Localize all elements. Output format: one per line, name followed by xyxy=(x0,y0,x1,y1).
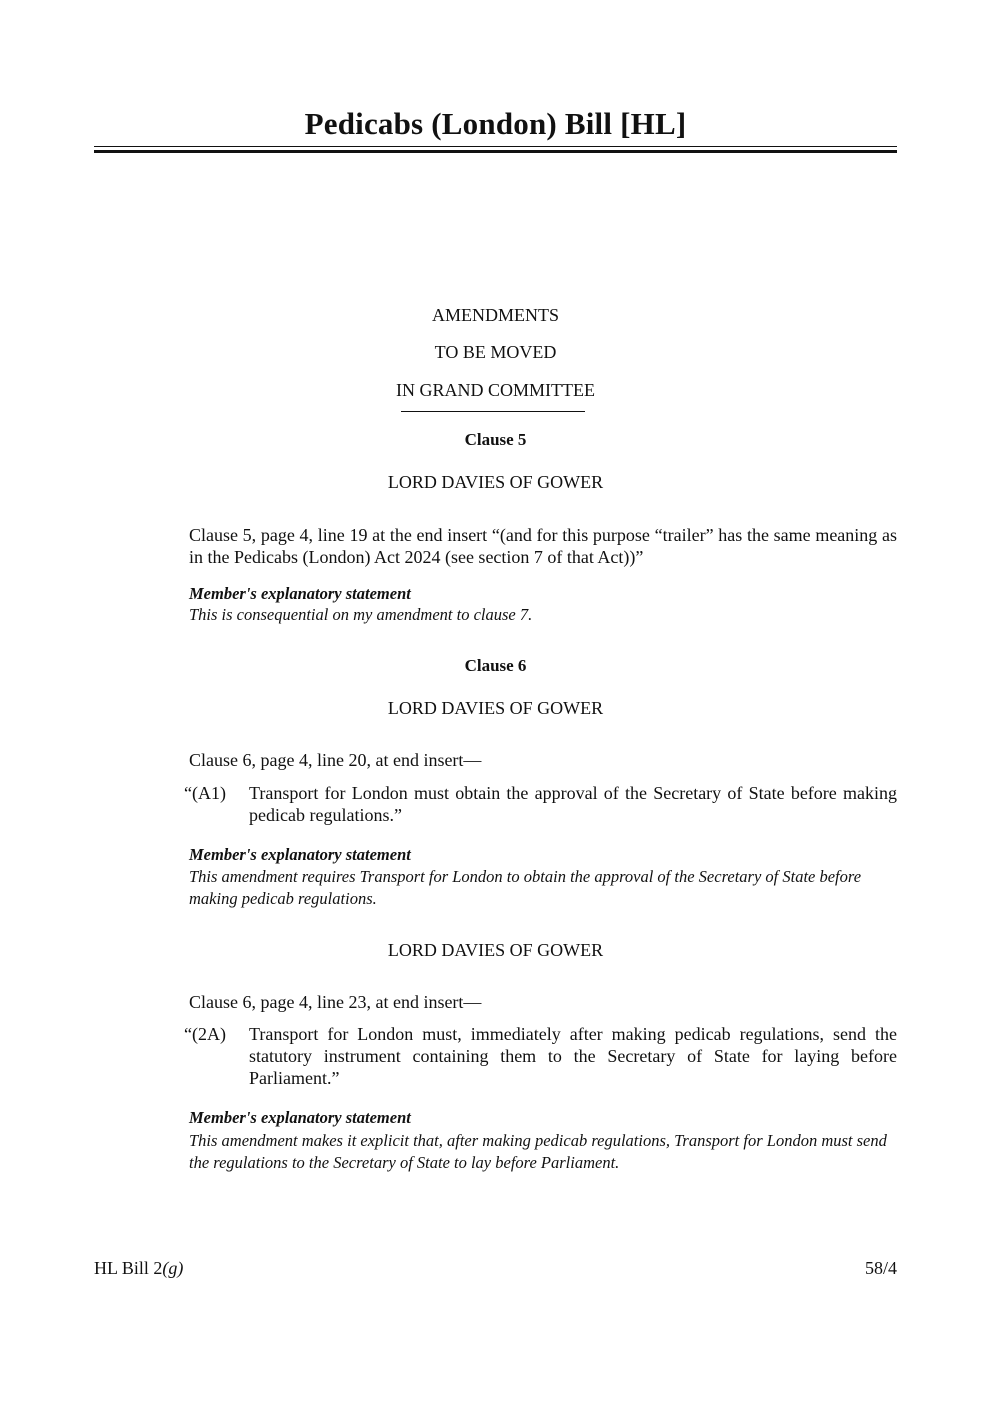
amendment-text: Clause 6, page 4, line 20, at end insert— xyxy=(189,750,482,770)
heading-line-1: AMENDMENTS xyxy=(431,305,559,325)
title-rule-thin xyxy=(94,146,897,147)
statement-heading: Member's explanatory statement xyxy=(189,584,411,603)
bill-ref-prefix: HL Bill 2 xyxy=(94,1258,163,1278)
explanatory-statement: This amendment requires Transport for London to obtain the approval of the Secretary of State before making pedicab regulations. xyxy=(189,867,862,908)
member-name: LORD DAVIES OF GOWER xyxy=(387,940,604,960)
page-reference: 58/4 xyxy=(864,1258,897,1278)
statement-heading: Member's explanatory statement xyxy=(189,1108,411,1127)
bill-ref-suffix: (g) xyxy=(162,1258,184,1278)
bill-reference xyxy=(94,1258,183,1279)
statement-heading: Member's explanatory statement xyxy=(189,845,411,864)
insert-text: Transport for London must obtain the approval of the Secretary of State before making pedicab regulations.” xyxy=(249,783,897,825)
member-name: LORD DAVIES OF GOWER xyxy=(387,472,604,492)
clause-6-heading: Clause 6 xyxy=(464,656,527,675)
heading-line-2: TO BE MOVED xyxy=(434,342,557,362)
title-rule-thick xyxy=(94,150,897,153)
amendment-text: Clause 5, page 4, line 19 at the end insert “(and for this purpose “trailer” has the same meaning as in the Pedicabs (London) Act 2024 (see section 7 of that Act))” xyxy=(189,525,897,567)
member-name: LORD DAVIES OF GOWER xyxy=(387,698,604,718)
insert-number: “(A1) xyxy=(184,783,226,803)
amendment-text: Clause 6, page 4, line 23, at end insert— xyxy=(189,992,482,1012)
insert-text: Transport for London must, immediately after making pedicab regulations, send the statutory instrument containing them to the Secretary of State for laying before Parliament.” xyxy=(249,1024,897,1088)
document-title: Pedicabs (London) Bill [HL] xyxy=(304,106,687,141)
clause-5-heading: Clause 5 xyxy=(464,430,527,449)
heading-line-3: IN GRAND COMMITTEE xyxy=(396,380,595,400)
explanatory-statement: This is consequential on my amendment to clause 7. xyxy=(189,605,533,624)
insert-number: “(2A) xyxy=(184,1024,226,1044)
explanatory-statement: This amendment makes it explicit that, after making pedicab regulations, Transport for London must send the regulations to the Secretary of State to lay before Parliament. xyxy=(189,1131,887,1172)
heading-rule xyxy=(401,411,585,412)
